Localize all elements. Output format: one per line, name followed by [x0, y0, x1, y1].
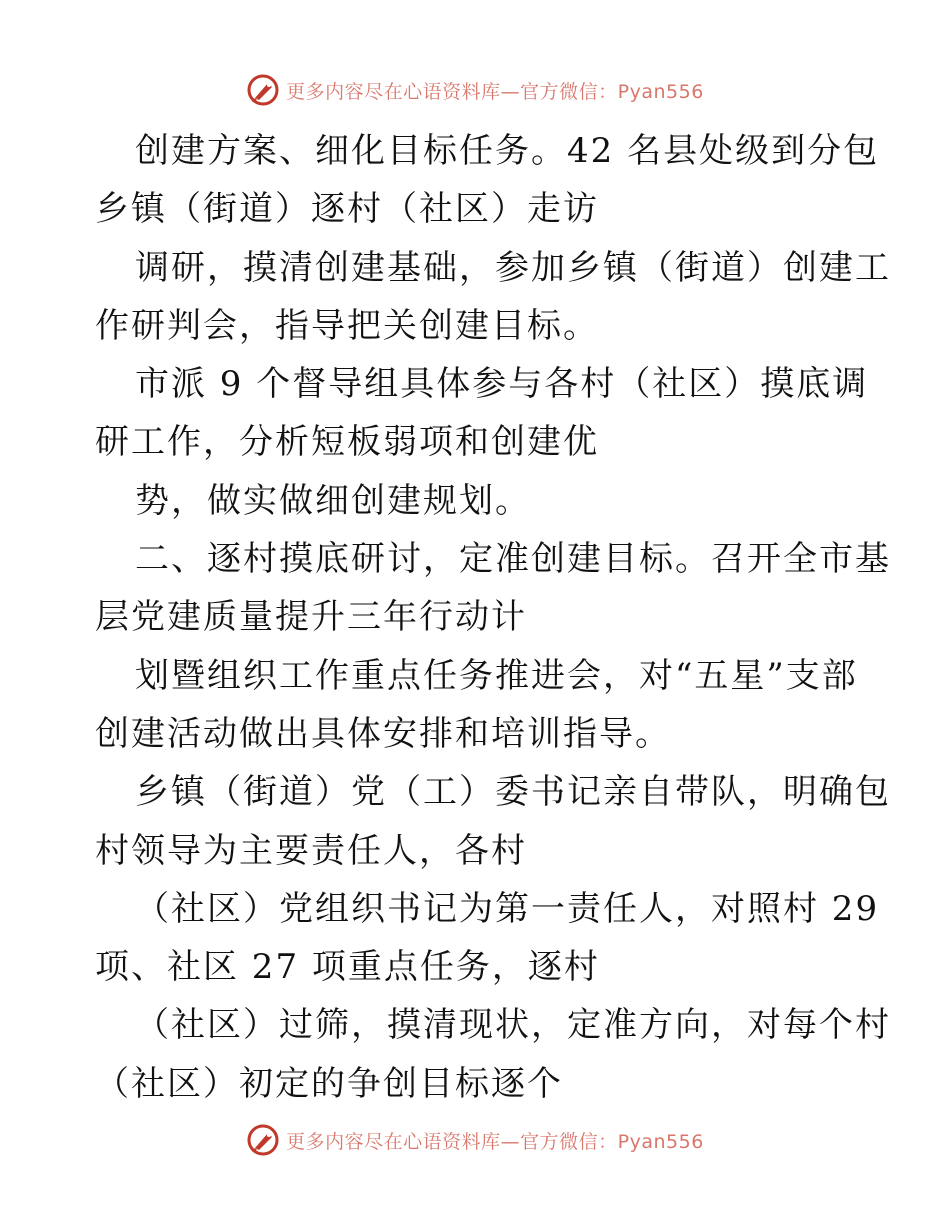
header-banner: [0, 70, 950, 110]
text-line: 势，做实做细创建规划。: [135, 480, 531, 521]
text-line: （社区）过筛，摸清现状，定准方向，对每个村: [135, 1005, 891, 1046]
text-line: 作研判会，指导把关创建目标。: [95, 305, 599, 346]
text-line: （社区）党组织书记为第一责任人，对照村 29: [135, 888, 880, 929]
text-line: 层党建质量提升三年行动计: [95, 597, 527, 638]
footer-banner-inner: [246, 1123, 704, 1157]
text-line: 创建活动做出具体安排和培训指导。: [95, 713, 671, 754]
text-line: 村领导为主要责任人，各村: [95, 830, 527, 871]
text-line: （社区）初定的争创目标逐个: [95, 1063, 563, 1104]
text-line: 市派 9 个督导组具体参与各村（社区）摸底调: [135, 364, 869, 405]
document-body: [95, 122, 891, 1113]
text-line: 研工作，分析短板弱项和创建优: [95, 422, 599, 463]
text-line: 创建方案、细化目标任务。42 名县处级到分包: [135, 131, 880, 171]
text-line: 乡镇（街道）党（工）委书记亲自带队，明确包: [135, 772, 891, 813]
pen-nib-logo-icon: [246, 73, 280, 107]
text-line: 项、社区 27 项重点任务，逐村: [95, 947, 600, 988]
text-line: 调研，摸清创建基础，参加乡镇（街道）创建工: [135, 247, 891, 288]
footer-banner-text: 更多内容尽在心语资料库—官方微信：Pyan556: [286, 1130, 704, 1153]
header-banner-inner: [246, 73, 704, 107]
footer-banner: [0, 1120, 950, 1160]
text-line: 二、逐村摸底研讨，定准创建目标。召开全市基: [135, 539, 891, 580]
text-line: 划暨组织工作重点任务推进会，对“五星”支部: [135, 655, 858, 696]
pen-nib-logo-icon: [246, 1123, 280, 1157]
text-line: 乡镇（街道）逐村（社区）走访: [95, 189, 599, 230]
header-banner-text: 更多内容尽在心语资料库—官方微信：Pyan556: [286, 80, 704, 103]
